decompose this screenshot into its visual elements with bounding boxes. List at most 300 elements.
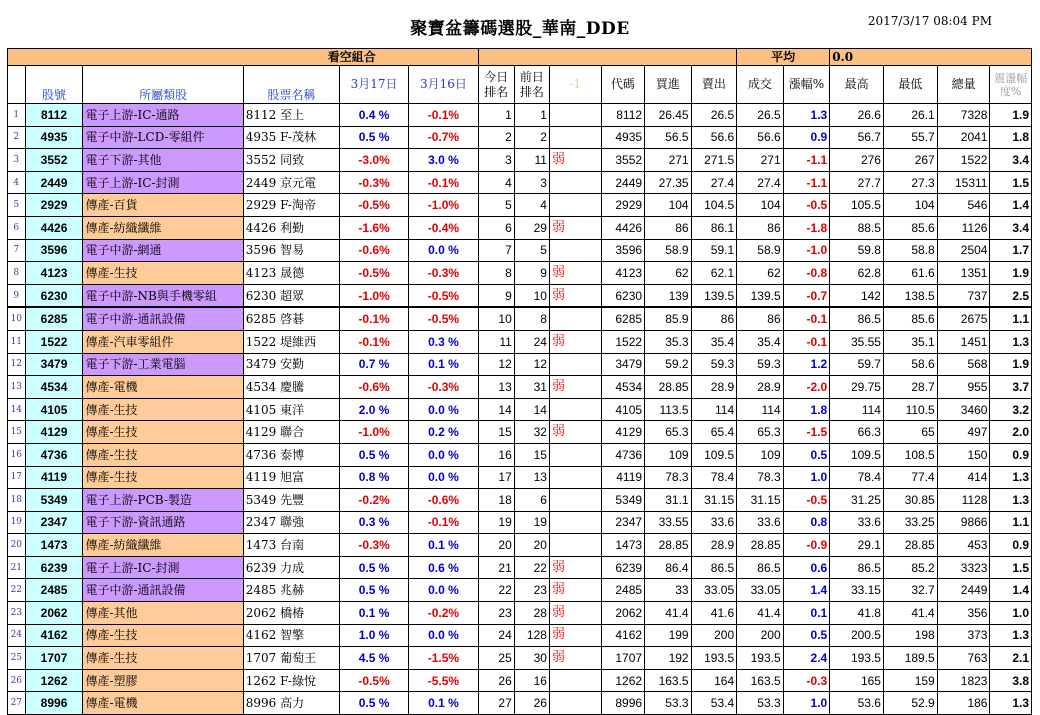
table-row	[8, 647, 1032, 670]
rank-today: 27	[478, 692, 514, 715]
col-header-category: 所屬類股	[83, 66, 243, 104]
low: 85.6	[883, 307, 937, 330]
pct-day2: -0.3%	[409, 376, 478, 399]
stock-id: 8112	[25, 104, 83, 127]
col-header-change: 漲幅%	[783, 66, 830, 104]
last: 163.5	[737, 669, 784, 692]
category: 電子中游-網通	[83, 239, 243, 262]
volume: 763	[937, 647, 990, 670]
pct-day1: -0.6%	[339, 239, 408, 262]
low: 55.7	[883, 126, 937, 149]
bid: 85.9	[645, 307, 692, 330]
weak-flag: 弱	[549, 376, 601, 399]
volume: 546	[937, 194, 990, 217]
col-header-rank-prev: 前日排名	[514, 66, 549, 104]
rank-today: 3	[478, 149, 514, 172]
last: 35.4	[737, 330, 784, 353]
bid: 62	[645, 262, 692, 285]
ask: 109.5	[691, 443, 737, 466]
low: 58.8	[883, 239, 937, 262]
ask: 33.6	[691, 511, 737, 534]
table-row	[8, 602, 1032, 625]
last: 28.85	[737, 534, 784, 557]
col-header-d1: 3月17日	[339, 66, 408, 104]
low: 61.6	[883, 262, 937, 285]
code: 4162	[601, 624, 644, 647]
last: 139.5	[737, 284, 784, 307]
row-index: 12	[8, 353, 26, 376]
high: 33.15	[830, 579, 884, 602]
row-index: 11	[8, 330, 26, 353]
stock-name: 8112 至上	[243, 104, 339, 127]
amplitude: 1.3	[990, 624, 1032, 647]
bid: 28.85	[645, 534, 692, 557]
pct-day1: 0.3 %	[339, 511, 408, 534]
code: 8996	[601, 692, 644, 715]
stock-id: 3596	[25, 239, 83, 262]
category: 傳產-紡織纖維	[83, 216, 243, 239]
last: 33.05	[737, 579, 784, 602]
high: 56.7	[830, 126, 884, 149]
weak-flag	[549, 534, 601, 557]
table-row	[8, 149, 1032, 172]
volume: 2041	[937, 126, 990, 149]
last: 86	[737, 216, 784, 239]
row-index: 26	[8, 669, 26, 692]
rank-prev: 30	[514, 647, 549, 670]
ask: 33.05	[691, 579, 737, 602]
table-row	[8, 669, 1032, 692]
change: -0.8	[783, 262, 830, 285]
change: -0.3	[783, 669, 830, 692]
bid: 86.4	[645, 556, 692, 579]
rank-prev: 8	[514, 307, 549, 330]
table-row	[8, 579, 1032, 602]
bid: 31.1	[645, 489, 692, 512]
last: 31.15	[737, 489, 784, 512]
stock-name: 2929 F-淘帝	[243, 194, 339, 217]
volume: 1522	[937, 149, 990, 172]
stock-name: 2449 京元電	[243, 171, 339, 194]
weak-flag: 弱	[549, 579, 601, 602]
change: 1.3	[783, 104, 830, 127]
amplitude: 0.9	[990, 443, 1032, 466]
code: 4123	[601, 262, 644, 285]
timestamp: 2017/3/17 08:04 PM	[867, 14, 992, 28]
bid: 109	[645, 443, 692, 466]
row-index: 13	[8, 376, 26, 399]
category: 傳產-電機	[83, 692, 243, 715]
weak-flag	[549, 353, 601, 376]
category: 傳產-生技	[83, 398, 243, 421]
weak-flag: 弱	[549, 602, 601, 625]
stock-name: 2347 聯強	[243, 511, 339, 534]
bid: 192	[645, 647, 692, 670]
category: 傳產-紡織纖維	[83, 534, 243, 557]
weak-flag	[549, 398, 601, 421]
volume: 373	[937, 624, 990, 647]
stock-name: 3552 同致	[243, 149, 339, 172]
last: 193.5	[737, 647, 784, 670]
stock-id: 4129	[25, 421, 83, 444]
code: 1262	[601, 669, 644, 692]
ask: 104.5	[691, 194, 737, 217]
pct-day2: 0.0 %	[409, 466, 478, 489]
ask: 27.4	[691, 171, 737, 194]
weak-flag	[549, 489, 601, 512]
table-row	[8, 284, 1032, 307]
code: 4105	[601, 398, 644, 421]
last: 104	[737, 194, 784, 217]
stock-id: 2347	[25, 511, 83, 534]
stock-id: 1473	[25, 534, 83, 557]
low: 77.4	[883, 466, 937, 489]
pct-day2: -0.1%	[409, 511, 478, 534]
bid: 163.5	[645, 669, 692, 692]
amplitude: 1.1	[990, 511, 1032, 534]
rank-prev: 9	[514, 262, 549, 285]
high: 27.7	[830, 171, 884, 194]
change: -1.1	[783, 171, 830, 194]
category: 電子上游-IC-封測	[83, 556, 243, 579]
stock-name: 6239 力成	[243, 556, 339, 579]
last: 78.3	[737, 466, 784, 489]
pct-day1: -0.6%	[339, 376, 408, 399]
stock-id: 4119	[25, 466, 83, 489]
pct-day2: -0.7%	[409, 126, 478, 149]
volume: 3460	[937, 398, 990, 421]
ask: 139.5	[691, 284, 737, 307]
row-index: 20	[8, 534, 26, 557]
change: -1.8	[783, 216, 830, 239]
weak-flag	[549, 692, 601, 715]
table-row	[8, 171, 1032, 194]
stock-id: 3552	[25, 149, 83, 172]
change: 0.5	[783, 624, 830, 647]
high: 109.5	[830, 443, 884, 466]
ask: 164	[691, 669, 737, 692]
column-header-row	[8, 66, 1032, 104]
col-header-id: 股號	[25, 66, 83, 104]
rank-prev: 6	[514, 489, 549, 512]
low: 33.25	[883, 511, 937, 534]
rank-prev: 12	[514, 353, 549, 376]
col-header-last: 成交	[737, 66, 784, 104]
rank-today: 16	[478, 443, 514, 466]
stock-name: 4426 利勤	[243, 216, 339, 239]
volume: 1128	[937, 489, 990, 512]
code: 4935	[601, 126, 644, 149]
category: 電子下游-工業電腦	[83, 353, 243, 376]
table-row	[8, 262, 1032, 285]
low: 41.4	[883, 602, 937, 625]
category: 傳產-生技	[83, 262, 243, 285]
volume: 497	[937, 421, 990, 444]
pct-day1: -0.5%	[339, 669, 408, 692]
high: 41.8	[830, 602, 884, 625]
high: 78.4	[830, 466, 884, 489]
low: 58.6	[883, 353, 937, 376]
col-header-blank: -1	[549, 66, 601, 104]
amplitude: 1.8	[990, 126, 1032, 149]
code: 4129	[601, 421, 644, 444]
ask: 114	[691, 398, 737, 421]
high: 88.5	[830, 216, 884, 239]
stock-name: 4534 慶騰	[243, 376, 339, 399]
row-index: 14	[8, 398, 26, 421]
high: 29.1	[830, 534, 884, 557]
change: 1.4	[783, 579, 830, 602]
low: 138.5	[883, 284, 937, 307]
code: 2062	[601, 602, 644, 625]
row-index: 10	[8, 307, 26, 330]
code: 4119	[601, 466, 644, 489]
weak-flag: 弱	[549, 330, 601, 353]
code: 1707	[601, 647, 644, 670]
volume: 2675	[937, 307, 990, 330]
pct-day1: 0.1 %	[339, 602, 408, 625]
bid: 78.3	[645, 466, 692, 489]
bid: 65.3	[645, 421, 692, 444]
pct-day2: -0.5%	[409, 307, 478, 330]
code: 1473	[601, 534, 644, 557]
col-header-ask: 賣出	[691, 66, 737, 104]
low: 52.9	[883, 692, 937, 715]
bid: 139	[645, 284, 692, 307]
stock-name: 1262 F-綠悅	[243, 669, 339, 692]
pct-day1: -1.0%	[339, 421, 408, 444]
last: 28.9	[737, 376, 784, 399]
row-index: 19	[8, 511, 26, 534]
col-header-amplitude: 震盪幅度%	[990, 66, 1032, 104]
stock-id: 6230	[25, 284, 83, 307]
ask: 28.9	[691, 534, 737, 557]
category: 傳產-生技	[83, 647, 243, 670]
pct-day1: -0.1%	[339, 307, 408, 330]
ask: 59.1	[691, 239, 737, 262]
volume: 7328	[937, 104, 990, 127]
amplitude: 2.5	[990, 284, 1032, 307]
change: -0.1	[783, 307, 830, 330]
rank-prev: 19	[514, 511, 549, 534]
stock-name: 4129 聯合	[243, 421, 339, 444]
table-row	[8, 466, 1032, 489]
pct-day2: 0.0 %	[409, 239, 478, 262]
bid: 53.3	[645, 692, 692, 715]
stock-name: 8996 高力	[243, 692, 339, 715]
amplitude: 1.4	[990, 579, 1032, 602]
category: 電子上游-PCB-製造	[83, 489, 243, 512]
table-row	[8, 330, 1032, 353]
change: -0.5	[783, 489, 830, 512]
rank-prev: 31	[514, 376, 549, 399]
low: 35.1	[883, 330, 937, 353]
pct-day1: 2.0 %	[339, 398, 408, 421]
stock-name: 4935 F-茂林	[243, 126, 339, 149]
bid: 104	[645, 194, 692, 217]
ask: 56.6	[691, 126, 737, 149]
change: 0.8	[783, 511, 830, 534]
volume: 1126	[937, 216, 990, 239]
table-row	[8, 126, 1032, 149]
row-index: 24	[8, 624, 26, 647]
rank-today: 10	[478, 307, 514, 330]
stock-id: 1262	[25, 669, 83, 692]
code: 4736	[601, 443, 644, 466]
table-row	[8, 239, 1032, 262]
rank-prev: 14	[514, 398, 549, 421]
table-row	[8, 216, 1032, 239]
category: 電子下游-其他	[83, 149, 243, 172]
change: -1.0	[783, 239, 830, 262]
rank-today: 13	[478, 376, 514, 399]
pct-day2: -0.6%	[409, 489, 478, 512]
change: -0.7	[783, 284, 830, 307]
pct-day1: 0.8 %	[339, 466, 408, 489]
row-index: 17	[8, 466, 26, 489]
stock-name: 4123 晟德	[243, 262, 339, 285]
stock-id: 1522	[25, 330, 83, 353]
row-index: 25	[8, 647, 26, 670]
pct-day2: -5.5%	[409, 669, 478, 692]
stock-id: 3479	[25, 353, 83, 376]
ask: 62.1	[691, 262, 737, 285]
pct-day2: -0.1%	[409, 171, 478, 194]
rank-today: 15	[478, 421, 514, 444]
amplitude: 1.0	[990, 602, 1032, 625]
rank-prev: 1	[514, 104, 549, 127]
category: 傳產-生技	[83, 421, 243, 444]
stock-name: 2485 兆赫	[243, 579, 339, 602]
stock-id: 4426	[25, 216, 83, 239]
ask: 271.5	[691, 149, 737, 172]
col-header-name: 股票名稱	[243, 66, 339, 104]
pct-day2: 0.1 %	[409, 353, 478, 376]
col-header-code: 代碼	[601, 66, 644, 104]
bid: 33	[645, 579, 692, 602]
stock-id: 4123	[25, 262, 83, 285]
amplitude: 1.3	[990, 489, 1032, 512]
weak-flag: 弱	[549, 149, 601, 172]
pct-day1: -0.3%	[339, 534, 408, 557]
stock-id: 6239	[25, 556, 83, 579]
table-row	[8, 194, 1032, 217]
row-index: 23	[8, 602, 26, 625]
pct-day2: -1.5%	[409, 647, 478, 670]
pct-day1: -0.1%	[339, 330, 408, 353]
high: 165	[830, 669, 884, 692]
rank-prev: 26	[514, 692, 549, 715]
low: 28.85	[883, 534, 937, 557]
pct-day1: 0.5 %	[339, 692, 408, 715]
row-index: 27	[8, 692, 26, 715]
change: 1.8	[783, 398, 830, 421]
category: 傳產-汽車零組件	[83, 330, 243, 353]
ask: 86.1	[691, 216, 737, 239]
volume: 453	[937, 534, 990, 557]
group-label: 看空組合	[8, 49, 479, 66]
weak-flag: 弱	[549, 262, 601, 285]
volume: 356	[937, 602, 990, 625]
pct-day2: 0.2 %	[409, 421, 478, 444]
change: -1.1	[783, 149, 830, 172]
stock-id: 2485	[25, 579, 83, 602]
stock-id: 2929	[25, 194, 83, 217]
category: 傳產-其他	[83, 602, 243, 625]
row-index: 3	[8, 149, 26, 172]
bid: 41.4	[645, 602, 692, 625]
stock-name: 4736 泰博	[243, 443, 339, 466]
rank-prev: 28	[514, 602, 549, 625]
weak-flag: 弱	[549, 216, 601, 239]
code: 2347	[601, 511, 644, 534]
stock-id: 2449	[25, 171, 83, 194]
col-header-d2: 3月16日	[409, 66, 478, 104]
bid: 271	[645, 149, 692, 172]
pct-day1: -1.0%	[339, 284, 408, 307]
pct-day1: -0.5%	[339, 194, 408, 217]
change: -0.1	[783, 330, 830, 353]
low: 159	[883, 669, 937, 692]
row-index: 22	[8, 579, 26, 602]
stock-id: 4534	[25, 376, 83, 399]
amplitude: 3.2	[990, 398, 1032, 421]
volume: 2449	[937, 579, 990, 602]
bid: 28.85	[645, 376, 692, 399]
high: 66.3	[830, 421, 884, 444]
category: 電子上游-IC-通路	[83, 104, 243, 127]
col-header-low: 最低	[883, 66, 937, 104]
last: 53.3	[737, 692, 784, 715]
pct-day1: -0.5%	[339, 262, 408, 285]
stock-table	[7, 48, 1032, 715]
low: 28.7	[883, 376, 937, 399]
rank-today: 4	[478, 171, 514, 194]
last: 109	[737, 443, 784, 466]
rank-today: 19	[478, 511, 514, 534]
weak-flag	[549, 307, 601, 330]
pct-day1: 0.5 %	[339, 556, 408, 579]
stock-name: 4105 東洋	[243, 398, 339, 421]
row-index: 5	[8, 194, 26, 217]
code: 8112	[601, 104, 644, 127]
rank-today: 7	[478, 239, 514, 262]
row-index: 2	[8, 126, 26, 149]
volume: 3323	[937, 556, 990, 579]
bid: 199	[645, 624, 692, 647]
table-row	[8, 376, 1032, 399]
low: 26.1	[883, 104, 937, 127]
row-index: 4	[8, 171, 26, 194]
change: 0.1	[783, 602, 830, 625]
ask: 200	[691, 624, 737, 647]
pct-day2: 0.0 %	[409, 443, 478, 466]
last: 200	[737, 624, 784, 647]
last: 26.5	[737, 104, 784, 127]
low: 32.7	[883, 579, 937, 602]
rank-prev: 128	[514, 624, 549, 647]
amplitude: 2.0	[990, 421, 1032, 444]
last: 114	[737, 398, 784, 421]
stock-name: 1522 堤維西	[243, 330, 339, 353]
table-row	[8, 511, 1032, 534]
high: 86.5	[830, 307, 884, 330]
rank-today: 24	[478, 624, 514, 647]
volume: 737	[937, 284, 990, 307]
pct-day1: 1.0 %	[339, 624, 408, 647]
table-row	[8, 556, 1032, 579]
row-index: 21	[8, 556, 26, 579]
